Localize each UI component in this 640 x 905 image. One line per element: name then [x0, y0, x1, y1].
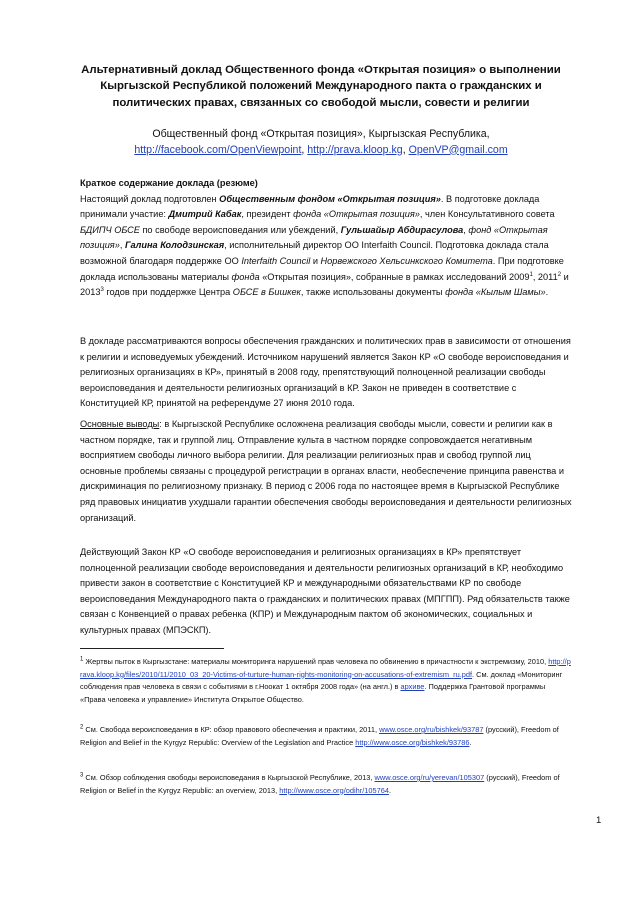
footnote-ref-3[interactable]: 3	[100, 287, 104, 294]
facebook-link[interactable]: http://facebook.com/OpenViewpoint	[134, 143, 302, 156]
summary-heading: Краткое содержание доклада (резюме)	[80, 178, 258, 188]
footnote-ref-1[interactable]: 1	[529, 271, 533, 278]
footnote-2-link-en[interactable]: http://www.osce.org/bishkek/93786	[355, 737, 470, 747]
footnote-2: $^2$ См. Свобода вероисповедания в КР: обзор правового обеспечения и практики, 2011, www.osce.org/ru/bishkek/93787 (русский), Freedom of Religion and Belief in the Kyrgyz Republic: Overview of the Legislation and Practice http://www.osce.org/bishkek/93786.	[80, 724, 559, 747]
prava-link[interactable]: http://prava.kloop.kg	[307, 143, 403, 156]
organization-line: Общественный фонд «Открытая позиция», Кыргызская Республика,	[152, 128, 490, 140]
footnote-1: $^1$ Жертвы пыток в Кыргызстане: материалы мониторинга нарушений прав человека по обвинению в причастности к экстремизму, 2010, http://prava.kloop.kg/files/2010/11/2010_03_20-Victims-of-turture-human-rights-monitoring-on-accusations-of-extremism_ru.pdf. См. доклад «Мониторинг соблюдения прав человека в связи с событиями в г.Ноокат 1 октября 2008 года» (на англ.) в архиве. Поддержка Грантовой программы «Права человека и управление» Института Открытое Общество.	[80, 656, 571, 704]
footnote-ref-2[interactable]: 2	[557, 271, 562, 278]
footnote-2-link-ru[interactable]: www.osce.org/ru/bishkek/93787	[379, 725, 484, 734]
summary-paragraph-3: Основные выводы: в Кыргызской Республике осложнена реализация свободы мысли, совести и религии как в частном порядке, так и группой лиц. Отправление культа в частном порядке сопровождается негативным восприятием свободы личного выбора религии. Для реализации религиозных прав и свобод группой лиц основные проблемы связаны с процедурой регистрации в органах власти, необеспечение принципа равенства и дискриминация по религиозному признаку. В период с 2006 года по настоящее время в Кыргызской Республике ряд правовых инициатив ухудшали гарантии обеспечения свободы вероисповедания и деятельности религиозных организаций.	[80, 419, 572, 523]
contact-links: http://facebook.com/OpenViewpoint, http://prava.kloop.kg, OpenVP@gmail.com	[134, 143, 508, 156]
summary-paragraph-4: Действующий Закон КР «О свободе вероисповедания и религиозных организациях в КР» препятствует полноценной реализации свободе вероисповедания и деятельности религиозных организаций в КР, необходимо привести закон в соответствие с Конституцией КР и международными обязательствами КР по свободе вероисповедания Международного пакта о гражданских и политических правах (МПГПП). Ряд обязательств также связан с Конвенцией о правах ребенка (КПР) и Международным пактом об экономических, социальных и культурных правах (МПЭСКП).	[80, 547, 570, 635]
footnote-3-link-en[interactable]: http://www.osce.org/odihr/105764	[279, 785, 389, 795]
footnote-1-link[interactable]: http://prava.kloop.kg/files/2010/11/2010_03_20-Victims-of-turture-human-rights-monitoring-on-accusations-of-extremism_ru.pdf	[80, 657, 571, 679]
summary-paragraph-1: Настоящий доклад подготовлен Общественным фондом «Открытая позиция». В подготовке доклада принимали участие: Дмитрий Кабак, президент фонда «Открытая позиция», член Консультативного совета БДИПЧ ОБСЕ по свободе вероисповедания или убеждений, Гульшайыр Абдирасулова, фонд «Открытая позиция», Галина Колодзинская, исполнительный директор ОО Interfaith Council. Подготовка доклада стала возможной благодаря поддержке ОО Interfaith Council и Норвежского Хельсинкского Комитета. При подготовке доклада использованы материалы фонда «Открытая позиция», собранные в рамках исследований 2009$^1$, 2011$^2$ и 2013$^3$ годов при поддержке Центра ОБСЕ в Бишкек, также использованы документы фонда «Кылым Шамы».	[80, 193, 569, 298]
summary-section	[80, 176, 572, 301]
email-link[interactable]: OpenVP@gmail.com	[408, 143, 508, 156]
footnote-3: $^3$ См. Обзор соблюдения свободы вероисповедания в Кыргызской Республике, 2013, www.osce.org/ru/yerevan/105307 (русский), Freedom of Religion or Belief in the Kyrgyz Republic: an overview, 2013, http://www.osce.org/odihr/105764.	[80, 772, 560, 795]
document-title: Альтернативный доклад Общественного фонда «Открытая позиция» о выполнении Кыргызской Республикой положений Международного пакта о гражданских и политических правах, связанных со свободой мысли, совести и религии	[81, 64, 561, 109]
archive-link[interactable]: архиве	[400, 682, 425, 692]
page-number: 1	[596, 815, 602, 826]
conclusions-label: Основные выводы	[80, 419, 160, 429]
summary-paragraph-2: В докладе рассматриваются вопросы обеспечения гражданских и политических прав в зависимости от отношения к религии и исповедуемых убеждений. Источником нарушений является Закон КР «О свободе вероисповедания и религиозных организациях в КР», принятый в 2008 году, препятствующий полноценной реализации свободы вероисповедания и деятельности религиозных организаций в КР. Закон не приведен в соответствие с Конституцией КР, принятой на референдуме 27 июня 2010 года.	[80, 336, 571, 409]
footnote-3-link-ru[interactable]: www.osce.org/ru/yerevan/105307	[374, 773, 485, 782]
footnote-separator	[80, 648, 224, 649]
organization-info	[80, 127, 562, 158]
